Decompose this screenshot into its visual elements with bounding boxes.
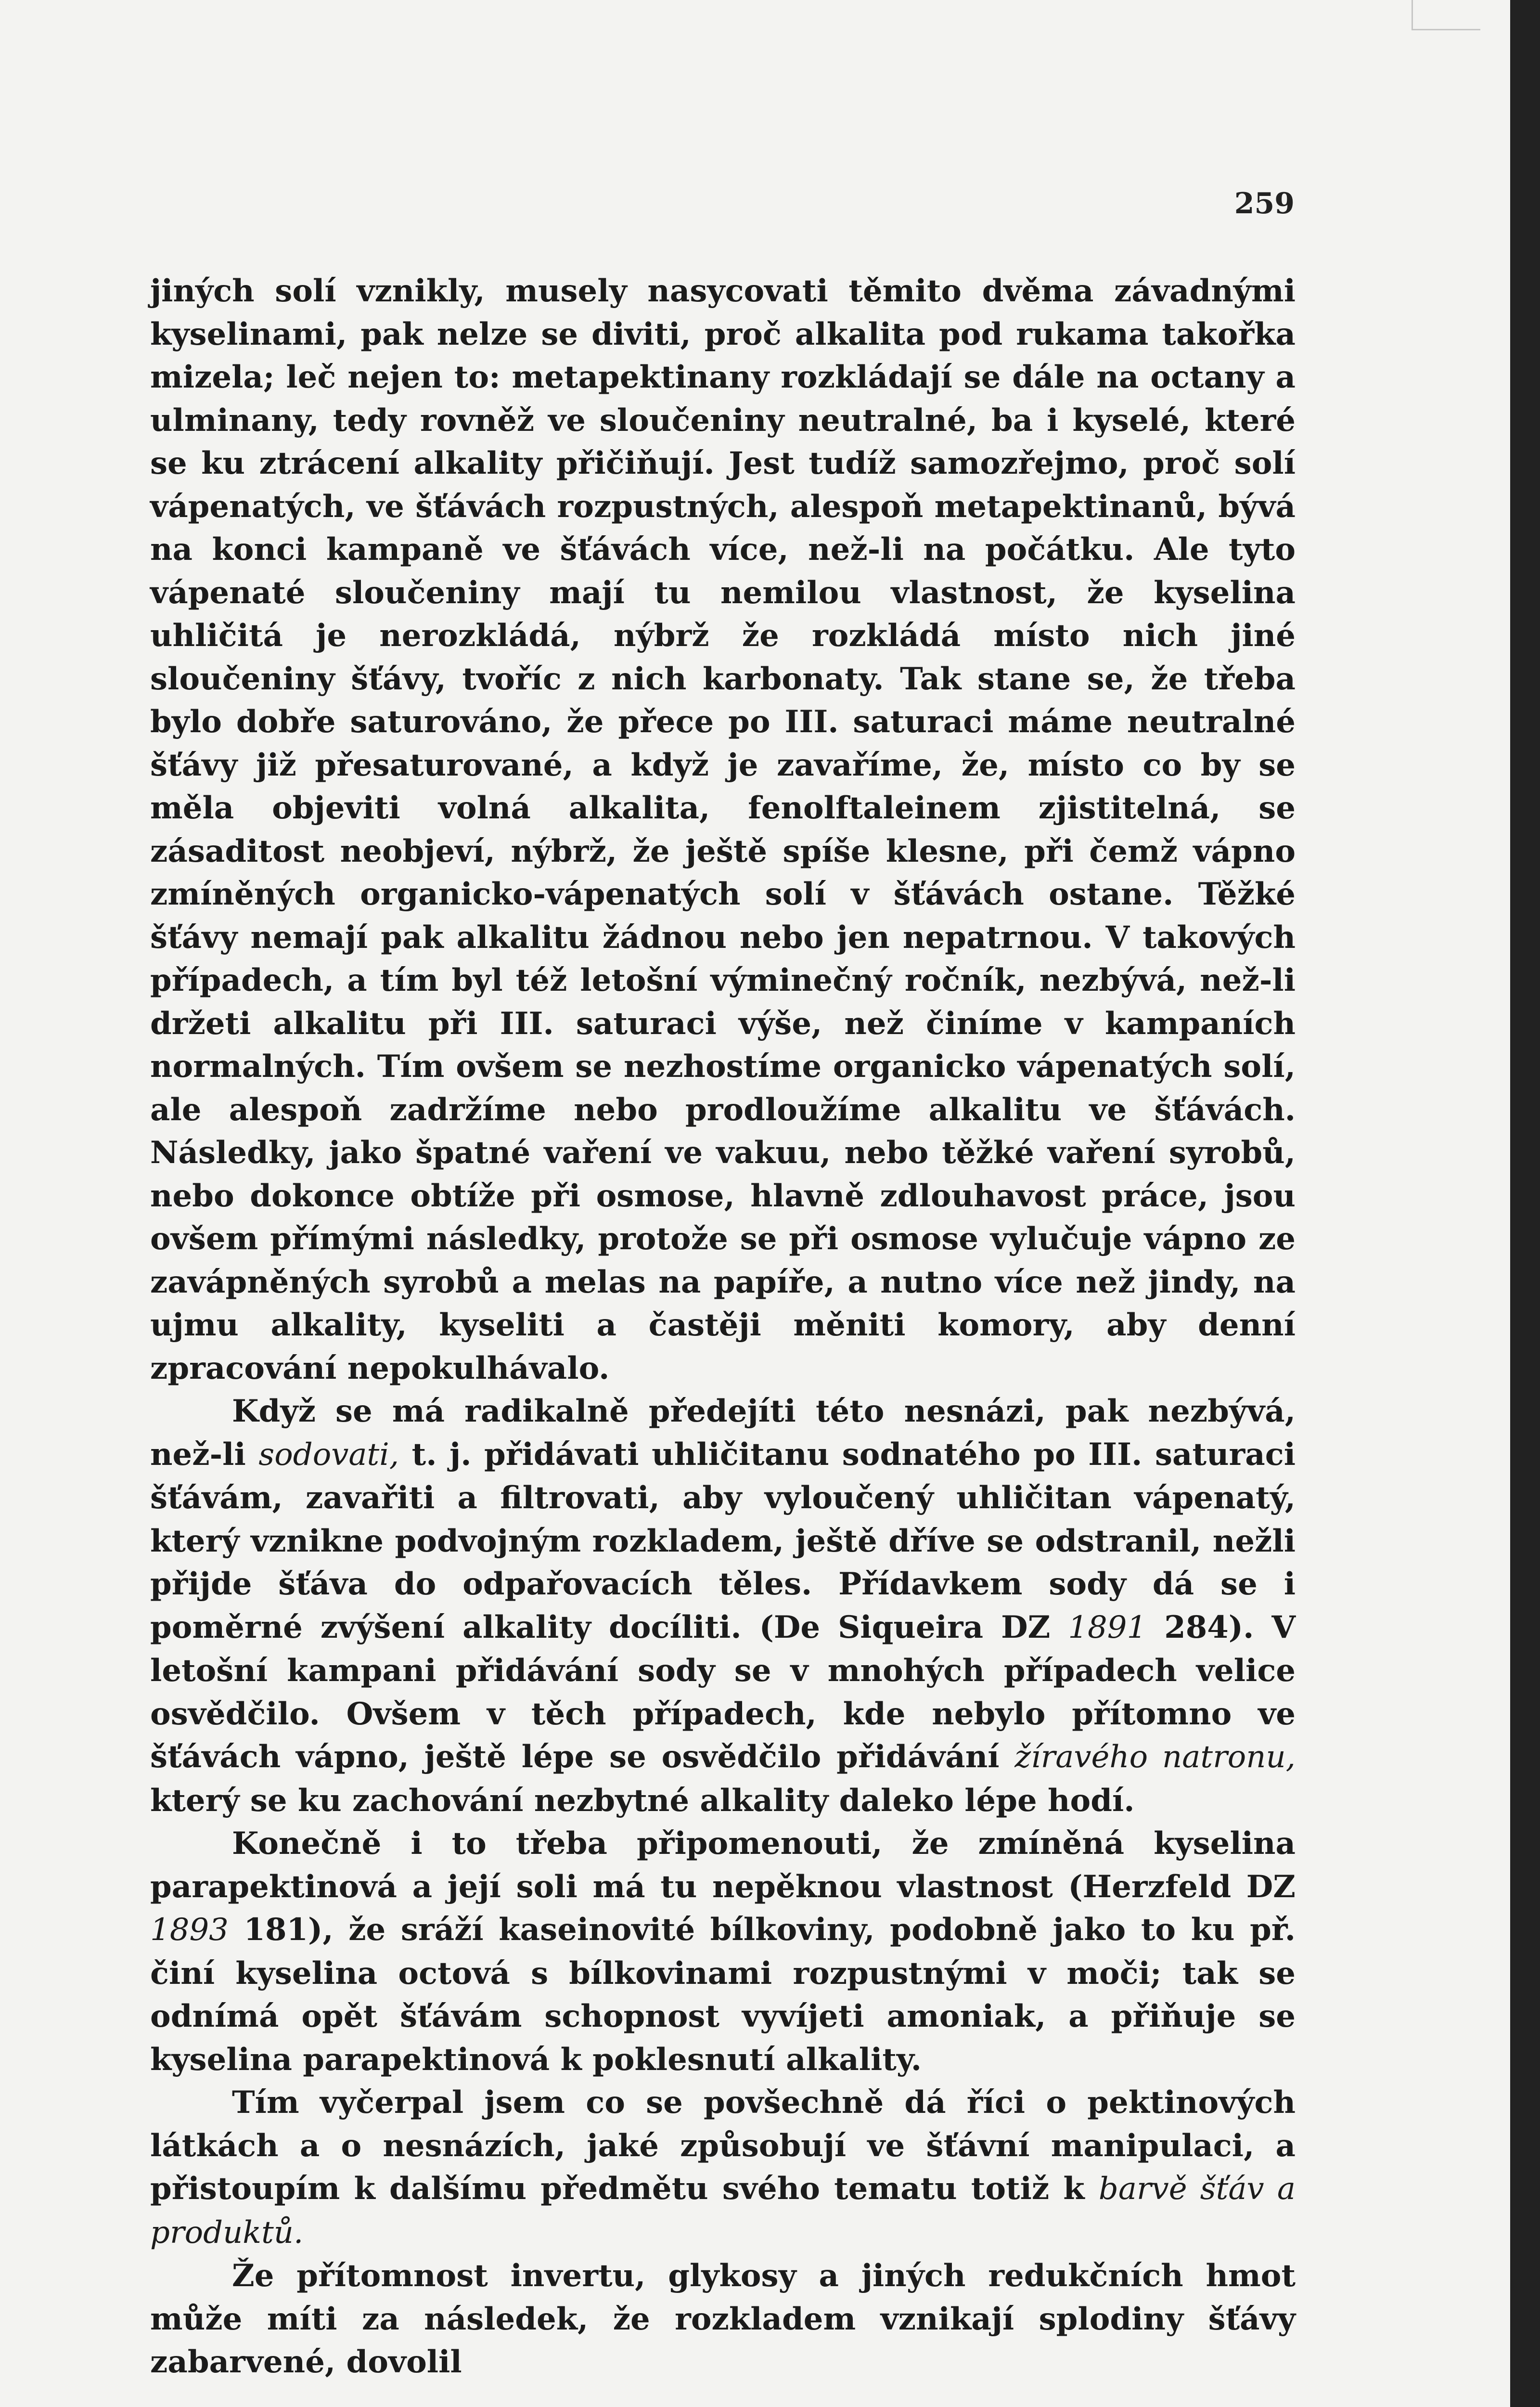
text-segment: Konečně i to třeba připomenouti, že zmíněná kyselina parapektinová a její soli má tu nepěknou vlastnost (Herzfeld DZ	[150, 1825, 1296, 1905]
text-segment: 181), že sráží kaseinovité bílkoviny, podobně jako to ku př. činí kyselina octová s bílkovinami rozpustnými v moči; tak se odnímá opět šťávám schopnost vyvíjeti amoniak, a přiňuje se kyselina parapektinová k poklesnutí alkality.	[150, 1912, 1296, 2078]
body-text	[150, 270, 1296, 2384]
text-segment: jiných solí vznikly, musely nasycovati těmito dvěma závadnými kyselinami, pak nelze se diviti, proč alkalita pod rukama takořka mizela; leč nejen to: metapektinany rozkládají se dále na octany a ulminany, tedy rovněž ve sloučeniny neutralné, ba i kyselé, které se ku ztrácení alkality přičiňují. Jest tudíž samozřejmo, proč solí vápenatých, ve šťávách rozpustných, alespoň metapektinanů, bývá na konci kampaně ve šťávách více, než-li na počátku. Ale tyto vápenaté sloučeniny mají tu nemilou vlastnost, že kyselina uhličitá je nerozkládá, nýbrž že rozkládá místo nich jiné sloučeniny šťávy, tvoříc z nich karbonaty. Tak stane se, že třeba bylo dobře saturováno, že přece po III. saturaci máme neutralné šťávy již přesaturované, a když je zavaříme, že, místo co by se měla objeviti volná alkalita, fenolftaleinem zjistitelná, se zásaditost neobjeví, nýbrž, že ještě spíše klesne, při čemž vápno zmíněných organicko-vápenatých solí v šťávách ostane. Těžké šťávy nemají pak alkalitu žádnou nebo jen nepatrnou. V takových případech, a tím byl též letošní výminečný ročník, nezbývá, než-li držeti alkalitu při III. saturaci výše, než činíme v kampaních normalných. Tím ovšem se nezhostíme organicko vápenatých solí, ale alespoň zadržíme nebo prodloužíme alkalitu ve šťávách. Následky, jako špatné vaření ve vakuu, nebo těžké vaření syrobů, nebo dokonce obtíže při osmose, hlavně zdlouhavost práce, jsou ovšem přímými následky, protože se při osmose vylučuje vápno ze zavápněných syrobů a melas na papíře, a nutno více než jindy, na ujmu alkality, kyseliti a častěji měniti komory, aby denní zpracování nepokulhávalo.	[150, 273, 1296, 1386]
text-segment: t. j. přidávati uhličitanu sodnatého po III. saturaci šťávám, zavařiti a filtrovati, aby vyloučený uhličitan vápenatý, který vznikne podvojným rozkladem, ještě dříve se odstranil, nežli přijde šťáva do odpařovacích těles. Přídavkem sody dá se i poměrné zvýšení alkality docíliti. (De Siqueira DZ	[150, 1436, 1296, 1645]
paragraph-3	[150, 1822, 1296, 2081]
italic-term-natron: žíravého natronu,	[1014, 1739, 1296, 1775]
paragraph-4	[150, 2081, 1296, 2254]
paragraph-2	[150, 1390, 1296, 1822]
paragraph-1	[150, 270, 1296, 1390]
paragraph-5	[150, 2254, 1296, 2384]
italic-year: 1893	[150, 1912, 229, 1948]
italic-year: 1891	[1068, 1609, 1147, 1645]
italic-topic: barvě šťáv a produktů.	[150, 2171, 1296, 2251]
scan-corner-mark	[1412, 0, 1480, 30]
page-number: 259	[1234, 187, 1295, 220]
text-segment: Že přítomnost invertu, glykosy a jiných redukčních hmot může míti za následek, že rozkladem vznikají splodiny šťávy zabarvené, dovolil	[150, 2258, 1296, 2380]
scan-border	[1510, 0, 1540, 2407]
text-segment: Tím vyčerpal jsem co se povšechně dá říci o pektinových látkách a o nesnázích, jaké způsobují ve šťávní manipulaci, a přistoupím k dalšímu předmětu svého tematu totiž k	[150, 2084, 1296, 2207]
text-segment: Když se má radikalně předejíti této nesnázi, pak nezbývá, než-li	[150, 1393, 1296, 1473]
italic-term-sodovati: sodovati,	[258, 1436, 399, 1473]
text-segment: který se ku zachování nezbytné alkality daleko lépe hodí.	[150, 1782, 1135, 1819]
text-segment: 284). V letošní kampani přidávání sody se v mnohých případech velice osvědčilo. Ovšem v těch případech, kde nebylo přítomno ve šťávách vápno, ještě lépe se osvědčilo přidávání	[150, 1609, 1296, 1775]
